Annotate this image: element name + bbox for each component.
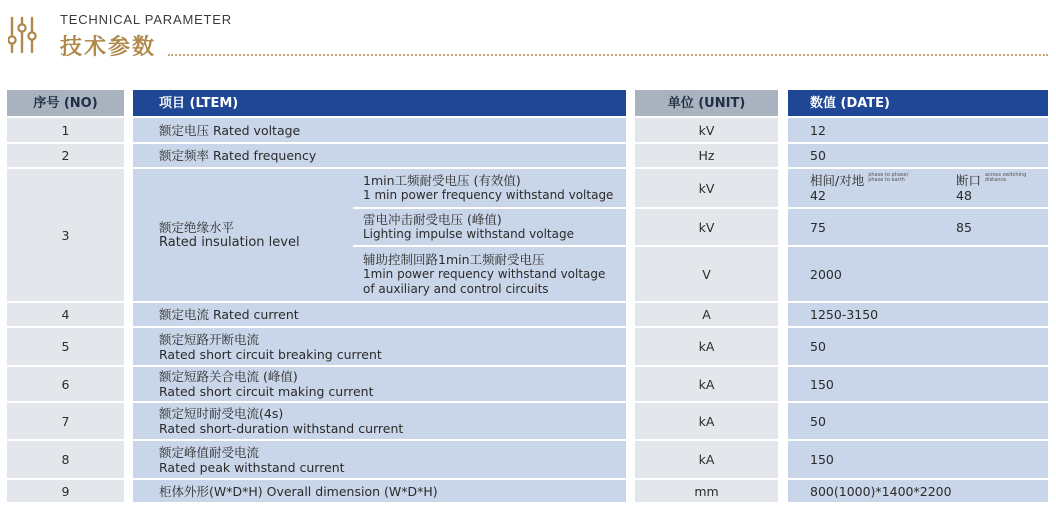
row-no: 8 <box>7 441 124 478</box>
row-value: 50 <box>788 403 1048 439</box>
col-header-unit: 单位 (UNIT) <box>635 90 778 116</box>
sub-item-cn: 雷电冲击耐受电压 (峰值) <box>363 212 502 227</box>
item-cn: 额定短路开断电流 <box>159 331 260 347</box>
sub-item-cn: 1min工频耐受电压 (有效值) <box>363 173 521 188</box>
row-no: 9 <box>7 480 124 502</box>
row-unit: kV <box>635 169 778 207</box>
row-value: 1250-3150 <box>788 303 1048 326</box>
row-unit: kV <box>635 209 778 245</box>
sub-item-en: 1min power requency withstand voltage <box>363 266 606 281</box>
row-unit: kA <box>635 403 778 439</box>
row-value-insulation-2 <box>788 209 1048 245</box>
sub-item-en: 1 min power frequency withstand voltage <box>363 188 614 202</box>
sub-item-en: Lighting impulse withstand voltage <box>363 227 574 241</box>
row-value: 150 <box>788 367 1048 401</box>
dotted-divider <box>168 54 1048 56</box>
row-unit: kA <box>635 367 778 401</box>
subrow-item <box>353 209 626 245</box>
settings-sliders-icon <box>8 14 44 56</box>
col-header-item: 项目 (LTEM) <box>133 90 626 116</box>
row-value: 12 <box>788 118 1048 142</box>
row-item <box>133 328 626 365</box>
subrow-item <box>353 247 626 301</box>
row-unit: kV <box>635 118 778 142</box>
row-unit: A <box>635 303 778 326</box>
item-cn: 额定峰值耐受电流 <box>159 444 260 460</box>
row-item <box>133 367 626 401</box>
value-phase: 42 <box>810 188 826 203</box>
value-break: 85 <box>956 219 972 235</box>
row-unit: V <box>635 247 778 301</box>
row-item: 柜体外形(W*D*H) Overall dimension (W*D*H) <box>133 480 626 502</box>
value-break: 48 <box>956 188 972 203</box>
row-value-insulation-3: 2000 <box>788 247 1048 301</box>
row-no: 5 <box>7 328 124 365</box>
row-unit: Hz <box>635 144 778 167</box>
sub-item-cn: 辅助控制回路1min工频耐受电压 <box>363 251 545 267</box>
row-unit: kA <box>635 441 778 478</box>
item-en: Rated short-duration withstand current <box>159 421 404 436</box>
row-item <box>133 403 626 439</box>
row-item <box>133 441 626 478</box>
item-en: Rated short circuit making current <box>159 384 374 399</box>
row-value: 800(1000)*1400*2200 <box>788 480 1048 502</box>
item-en: Rated insulation level <box>159 235 300 250</box>
value-header-phase: 相间/对地 <box>810 173 865 188</box>
row-no: 1 <box>7 118 124 142</box>
value-note: phase to phase/ phase to earth <box>868 172 909 183</box>
item-cn: 额定短时耐受电流(4s) <box>159 406 284 421</box>
col-header-value: 数值 (DATE) <box>788 90 1048 116</box>
row-no: 7 <box>7 403 124 439</box>
value-phase: 75 <box>810 219 826 235</box>
row-value-insulation-1 <box>788 169 1048 207</box>
item-en: Rated short circuit breaking current <box>159 346 382 362</box>
value-header-break: 断口 <box>956 173 982 188</box>
value-note: across switching distance <box>985 172 1027 183</box>
row-value: 150 <box>788 441 1048 478</box>
row-no: 6 <box>7 367 124 401</box>
subrow-item <box>353 169 626 207</box>
item-cn: 额定绝缘水平 <box>159 220 235 235</box>
item-cn: 额定短路关合电流 (峰值) <box>159 369 298 384</box>
row-item: 额定电压 Rated voltage <box>133 118 626 142</box>
row-item: 额定频率 Rated frequency <box>133 144 626 167</box>
row-no: 2 <box>7 144 124 167</box>
item-en: Rated peak withstand current <box>159 459 345 475</box>
page-header <box>0 0 1056 70</box>
col-header-no: 序号 (NO) <box>7 90 124 116</box>
row-value: 50 <box>788 328 1048 365</box>
sub-item-en: of auxiliary and control circuits <box>363 281 549 296</box>
row-item: 额定电流 Rated current <box>133 303 626 326</box>
section-title-cn: 技术参数 <box>60 35 157 60</box>
row-unit: mm <box>635 480 778 502</box>
row-unit: kA <box>635 328 778 365</box>
row-value: 50 <box>788 144 1048 167</box>
row-item-insulation <box>133 169 353 301</box>
section-title-en: TECHNICAL PARAMETER <box>60 12 232 27</box>
row-no: 3 <box>7 169 124 301</box>
row-no: 4 <box>7 303 124 326</box>
